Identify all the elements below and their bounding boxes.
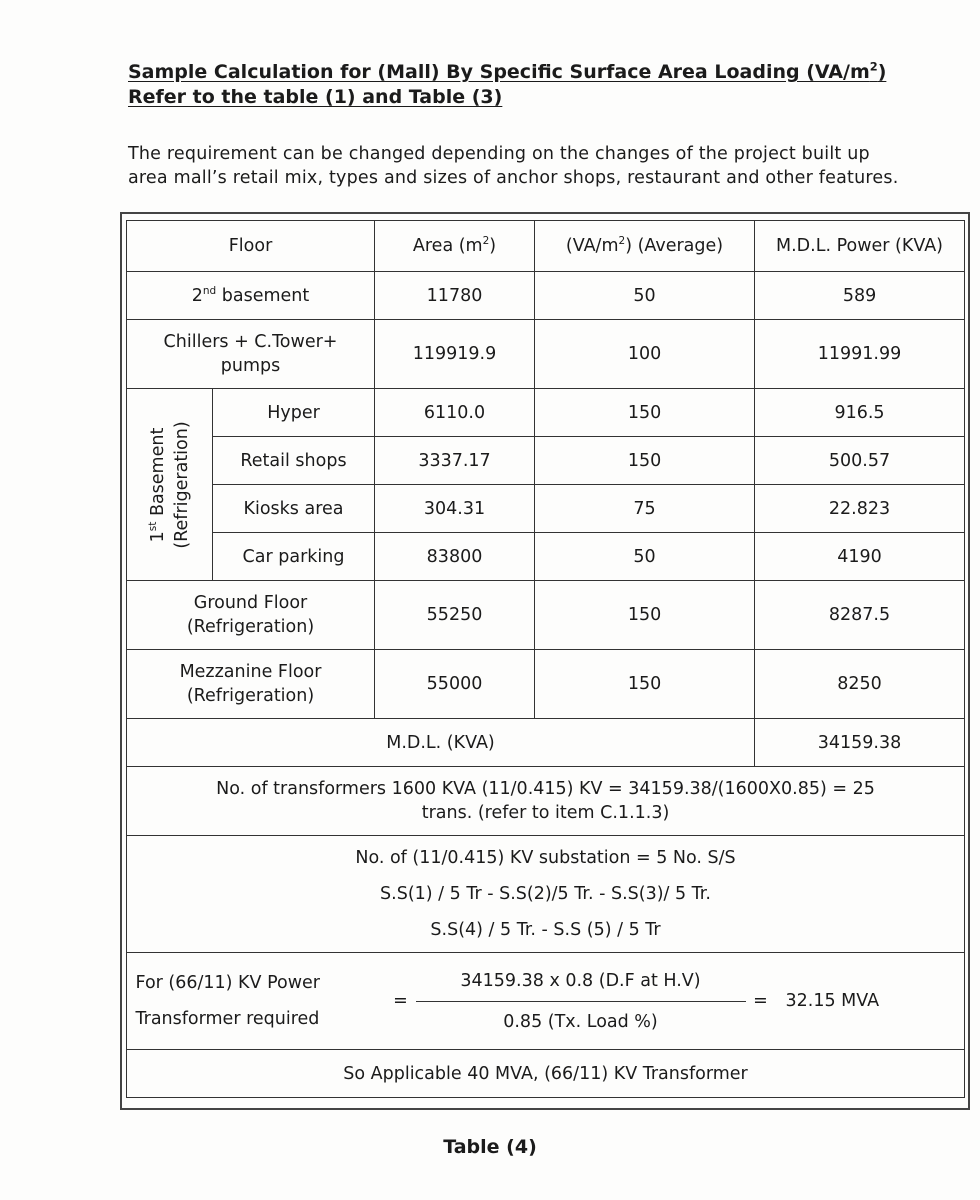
substations-row xyxy=(127,836,965,953)
header-va xyxy=(535,221,755,272)
cell-floor-line-1: Ground Floor xyxy=(193,593,308,613)
cell-va: 75 xyxy=(535,485,755,533)
table-row xyxy=(127,389,965,437)
power-transformer-row xyxy=(127,953,965,1050)
formula-lhs-line-2: Transformer required xyxy=(135,1009,320,1029)
heading-line-1 xyxy=(128,60,968,85)
heading-line-1-sup: 2 xyxy=(869,59,878,74)
cell-area: 55250 xyxy=(375,581,535,650)
substations-cell xyxy=(127,836,965,953)
cell-va: 150 xyxy=(535,389,755,437)
cell-area: 3337.17 xyxy=(375,437,535,485)
cell-power: 500.57 xyxy=(755,437,965,485)
formula-equals-1: = xyxy=(393,991,408,1011)
mdl-total-row xyxy=(127,719,965,767)
intro-line-2: area mall’s retail mix, types and sizes of anchor shops, restaurant and other features. xyxy=(128,168,899,188)
cell-subfloor: Kiosks area xyxy=(213,485,375,533)
cell-subfloor: Retail shops xyxy=(213,437,375,485)
table-header-row xyxy=(127,221,965,272)
power-transformer-cell xyxy=(127,953,965,1050)
conclusion-cell: So Applicable 40 MVA, (66/11) KV Transformer xyxy=(127,1050,965,1098)
substations-line-1: No. of (11/0.415) KV substation = 5 No. S/S xyxy=(355,848,736,868)
transformers-cell xyxy=(127,767,965,836)
table-row xyxy=(127,533,965,581)
formula-fraction xyxy=(416,969,746,1034)
table-row xyxy=(127,650,965,719)
header-area-sup: 2 xyxy=(482,235,490,248)
cell-floor-line-1: Mezzanine Floor xyxy=(179,662,322,682)
table-row xyxy=(127,437,965,485)
calculation-table xyxy=(126,220,965,1098)
cell-va: 100 xyxy=(535,320,755,389)
table-row xyxy=(127,320,965,389)
intro-line-1: The requirement can be changed depending on the changes of the project built up xyxy=(128,144,870,164)
cell-floor-line-2: (Refrigeration) xyxy=(186,686,315,706)
first-basement-label-line-1 xyxy=(146,421,170,548)
cell-floor xyxy=(127,320,375,389)
cell-power: 916.5 xyxy=(755,389,965,437)
formula-denominator: 0.85 (Tx. Load %) xyxy=(503,1011,658,1032)
header-area-suffix: ) xyxy=(489,236,497,256)
transformers-line-1: No. of transformers 1600 KVA (11/0.415) KV = 34159.38/(1600X0.85) = 25 xyxy=(216,779,875,799)
heading-line-1-text: Sample Calculation for (Mall) By Specific Surface Area Loading (VA/m xyxy=(128,61,870,83)
mdl-total-label: M.D.L. (KVA) xyxy=(127,719,755,767)
header-area xyxy=(375,221,535,272)
cell-va: 150 xyxy=(535,581,755,650)
header-area-text: Area (m xyxy=(412,236,483,256)
first-basement-label-text: 1 xyxy=(147,530,168,542)
cell-va: 50 xyxy=(535,533,755,581)
cell-power: 589 xyxy=(755,272,965,320)
first-basement-label-sup: st xyxy=(146,521,159,531)
header-va-sup: 2 xyxy=(618,235,626,248)
cell-power: 11991.99 xyxy=(755,320,965,389)
cell-area: 55000 xyxy=(375,650,535,719)
first-basement-label-suffix: Basement xyxy=(147,427,168,522)
cell-area: 83800 xyxy=(375,533,535,581)
substations-line-2: S.S(1) / 5 Tr - S.S(2)/5 Tr. - S.S(3)/ 5 Tr. xyxy=(380,884,711,904)
transformers-line-2: trans. (refer to item C.1.1.3) xyxy=(421,803,670,823)
heading xyxy=(128,60,968,110)
cell-floor-line-1: Chillers + C.Tower+ xyxy=(163,332,338,352)
cell-power: 8287.5 xyxy=(755,581,965,650)
cell-subfloor: Hyper xyxy=(213,389,375,437)
header-va-suffix: ) (Average) xyxy=(625,236,724,256)
cell-va: 50 xyxy=(535,272,755,320)
cell-floor xyxy=(127,650,375,719)
conclusion-row xyxy=(127,1050,965,1098)
cell-floor-suffix: basement xyxy=(216,285,310,306)
header-floor: Floor xyxy=(127,221,375,272)
cell-floor xyxy=(127,581,375,650)
cell-power: 4190 xyxy=(755,533,965,581)
header-va-text: (VA/m xyxy=(565,236,619,256)
cell-floor-sup: nd xyxy=(202,284,217,297)
heading-line-1-suffix: ) xyxy=(877,61,887,83)
cell-area: 119919.9 xyxy=(375,320,535,389)
formula-lhs xyxy=(136,965,386,1037)
cell-floor xyxy=(127,272,375,320)
mdl-total-value: 34159.38 xyxy=(755,719,965,767)
table-row xyxy=(127,581,965,650)
first-basement-label-line-2: (Refrigeration) xyxy=(171,420,192,549)
table-caption: Table (4) xyxy=(443,1136,537,1158)
cell-power: 8250 xyxy=(755,650,965,719)
cell-power: 22.823 xyxy=(755,485,965,533)
heading-line-2: Refer to the table (1) and Table (3) xyxy=(128,86,503,108)
cell-area: 11780 xyxy=(375,272,535,320)
formula-equals-2: = xyxy=(753,991,768,1011)
power-transformer-formula xyxy=(131,965,960,1037)
cell-floor-line-2: pumps xyxy=(220,356,281,376)
formula-numerator: 34159.38 x 0.8 (D.F at H.V) xyxy=(416,969,746,1002)
intro-paragraph xyxy=(128,142,968,190)
cell-area: 6110.0 xyxy=(375,389,535,437)
substations-line-3: S.S(4) / 5 Tr. - S.S (5) / 5 Tr xyxy=(430,920,661,940)
header-power: M.D.L. Power (KVA) xyxy=(755,221,965,272)
cell-floor-line-2: (Refrigeration) xyxy=(186,617,315,637)
cell-va: 150 xyxy=(535,650,755,719)
cell-va: 150 xyxy=(535,437,755,485)
cell-floor-text: 2 xyxy=(191,285,203,306)
formula-result: 32.15 MVA xyxy=(785,991,880,1011)
table-row xyxy=(127,485,965,533)
table-row xyxy=(127,272,965,320)
formula-lhs-line-1: For (66/11) KV Power xyxy=(135,973,320,993)
cell-area: 304.31 xyxy=(375,485,535,533)
first-basement-label-cell xyxy=(127,389,213,581)
first-basement-label xyxy=(146,421,194,548)
cell-subfloor: Car parking xyxy=(213,533,375,581)
transformers-row xyxy=(127,767,965,836)
